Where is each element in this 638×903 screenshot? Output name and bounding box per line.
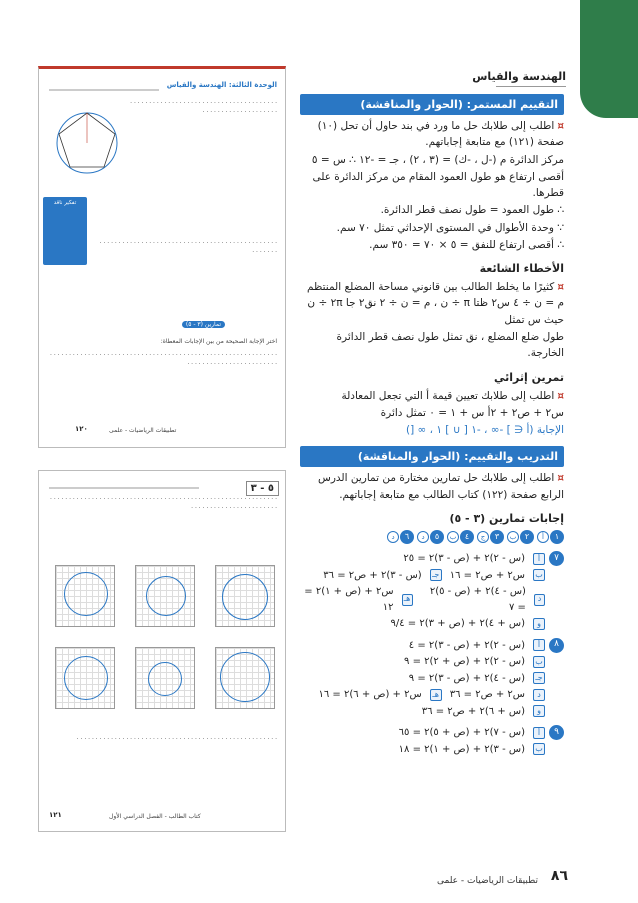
student-book-page-121 — [38, 470, 286, 832]
thumb-page-number: ١٢١ — [49, 811, 62, 819]
mc-answer-4: ٤ ب — [447, 530, 474, 544]
exercise-number: ٧ — [549, 551, 564, 566]
chapter-tab — [580, 0, 638, 118]
thumb-exercise-pill: تمارين (٣ - ٥) — [182, 321, 225, 328]
equation-row: ب س٢ + ص٢ = ١٦ جـ (س - ٣)٢ + ص٢ = ٣٦ — [300, 568, 545, 584]
mc-answer-3: ٣ ج — [477, 530, 504, 544]
exercise-9 — [300, 724, 564, 758]
enrichment-answer: الإجابة (أ ∈ ] -∞ ، -١ [ ∪ ] ١ ، ∞ [) — [405, 424, 564, 437]
thumb-page-label: ٥ - ٣ — [246, 481, 279, 496]
exercise-number: ٨ — [549, 638, 564, 653]
mc-answer-2: ٢ ب — [507, 530, 534, 544]
grid-figure-3 — [55, 565, 115, 627]
continuous-line-3: ∴ طول العمود = طول نصف قطر الدائرة. — [380, 204, 564, 217]
grid-figure-6 — [55, 647, 115, 709]
continuous-line-4: ∵ وحدة الأطوال في المستوى الإحداثي تمثل ٧٠ سم. — [336, 221, 564, 234]
equation-row: ب (س - ٢)٢ + (ص + ٢)٢ = ٩ — [300, 654, 545, 670]
thumb-paragraph-2: · · · · · · · · · · · · · · · · · · · · · · · · · · · · · · · · · · · · · · · · · · · · · · · · · · · · · — [76, 736, 277, 743]
thumb-side-note: تفكير ناقد — [43, 197, 87, 265]
continuous-line-1: مركز الدائرة م (-ل ، -ك) = (٣ ، ٢) ، جـ = -١٢ ∴ س = ٥ — [311, 153, 564, 166]
equation-row: و (س + ٦)٢ + ص٢ = ٣٦ — [300, 704, 545, 720]
equation-row: ب (س - ٣)٢ + (ص + ١)٢ = ١٨ — [300, 742, 545, 758]
enrichment-text: ¤اطلب إلى طلابك تعيين قيمة أ التي تجعل المعادلة — [341, 389, 564, 402]
student-book-page-120 — [38, 66, 286, 448]
star-icon: ¤ — [557, 281, 564, 294]
common-mistakes-title: الأخطاء الشائعة — [479, 262, 564, 276]
star-icon: ¤ — [557, 120, 564, 133]
training-text: ¤اطلب إلى طلابك حل تمارين مختارة من تمارين الدرس الرابع صفحة (١٢٢) كتاب الطالب مع متابعة إجاباتهم. — [318, 472, 564, 501]
equation-row: د س٢ + ص٢ = ٣٦ هـ س٢ + (ص + ٦)٢ = ١٦ — [300, 687, 545, 703]
thumb-choices: · · · · · · · · · · · · · · · · · · · · · · · · · · · · · · · · · · · · · · · · · · · · · · · · · · · · · · · · · · · · · · · · · · · · · · · · · · · · · · · · · · · · — [50, 352, 277, 368]
answers-title: إجابات تمارين (٣ - ٥) — [449, 511, 564, 525]
thumb-paragraph: · · · · · · · · · · · · · · · · · · · · · · · · · · · · · · · · · · · · · · · · · · · · · · · · · · · · · · · · · · · — [130, 100, 277, 116]
exercise-7 — [300, 550, 564, 633]
enrichment-equation: س٢ + ص٢ + ٢أ س + ١ = ٠ تمثل دائرة — [380, 406, 564, 419]
equation-row: و (س + ٤)٢ + (ص + ٣)٢ = ٩/٤ — [300, 616, 545, 632]
mc-answer-5: ٥ د — [417, 530, 444, 544]
grid-figure-1 — [215, 565, 275, 627]
star-icon: ¤ — [557, 472, 564, 485]
thumb-paragraph-2: · · · · · · · · · · · · · · · · · · · · · · · · · · · · · · · · · · · · · · · · · · · · · · · · · · · · · · — [99, 240, 277, 256]
chapter-title: الهندسة والقياس — [472, 70, 566, 83]
grid-figure-4 — [215, 647, 275, 709]
thumb-paragraph: · · · · · · · · · · · · · · · · · · · · · · · · · · · · · · · · · · · · · · · · · · · · · · · · · · · · · · · · · · · · · · · · · · · · · · · · · · · · · · · · · · · — [50, 496, 277, 512]
thumb-line — [49, 89, 159, 91]
exercise-number: ٩ — [549, 725, 564, 740]
mistakes-text-1: ¤كثيرًا ما يخلط الطالب بين قانوني مساحة المضلع المنتظم م = ن ÷ ٤ س٢ ظتا π ÷ ن ، م = ن ÷ ٢ نق٢ جا ٢π ÷ ن حيث س تمثل — [307, 281, 564, 326]
continuous-assessment-header: التقييم المستمر: (الحوار والمناقشة) — [300, 94, 564, 115]
equation-row: أ (س - ٢)٢ + (ص - ٣)٢ = ٢٥ — [300, 551, 545, 567]
page-number: ٨٦ — [550, 868, 568, 884]
thumb-footer: كتاب الطالب - الفصل الدراسي الأول — [109, 813, 201, 820]
chapter-divider — [496, 86, 566, 87]
exercise-8 — [300, 637, 564, 721]
star-icon: ¤ — [557, 389, 564, 402]
thumb-question: اختر الإجابة الصحيحة من بين الإجابات المعطاة: — [160, 338, 277, 345]
mc-answer-6: ٦ د — [387, 530, 414, 544]
pentagon-figure — [53, 109, 121, 177]
equation-row: أ (س - ٧)٢ + (ص + ٥)٢ = ٦٥ — [300, 725, 545, 741]
equation-row: د (س - ٤)٢ + (ص - ٥)٢ = ٧ هـ س٢ + (ص + ١)٢ = ١٢ — [300, 584, 545, 615]
mc-answer-1: ١ أ — [537, 530, 564, 544]
equation-row: أ (س - ٢)٢ + (ص - ٣)٢ = ٤ — [300, 638, 545, 654]
enrichment-title: تمرين إثرائي — [494, 370, 564, 384]
continuous-line-2: أقصى ارتفاع هو طول العمود المقام من مركز الدائرة على قطرها. — [312, 170, 564, 200]
thumb-line — [49, 487, 199, 489]
thumb-footer: تطبيقات الرياضيات - علمى — [109, 427, 177, 434]
mistakes-text-2: طول ضلع المضلع ، نق تمثل طول نصف قطر الدائرة الخارجة. — [336, 331, 564, 360]
grid-figure-2 — [135, 565, 195, 627]
mc-answers-row — [300, 530, 564, 544]
continuous-line-5: ∴ أقصى ارتفاع للنفق = ٥ × ٧٠ = ٣٥٠ سم. — [369, 238, 564, 251]
equation-row: جـ (س - ٤)٢ + (ص - ٣)٢ = ٩ — [300, 671, 545, 687]
continuous-intro: ¤اطلب إلى طلابك حل ما ورد في بند حاول أن تحل (١٠) صفحة (١٢١) مع متابعة إجاباتهم. — [317, 120, 564, 149]
training-header: التدريب والتقييم: (الحوار والمناقشة) — [300, 446, 564, 467]
thumb-section-title: الوحدة الثالثة: الهندسة والقياس — [166, 81, 277, 89]
teacher-guide-column — [300, 90, 564, 760]
page-footer-text: تطبيقات الرياضيات - علمى — [437, 876, 538, 886]
grid-figure-5 — [135, 647, 195, 709]
thumb-page-number: ١٢٠ — [75, 425, 88, 433]
